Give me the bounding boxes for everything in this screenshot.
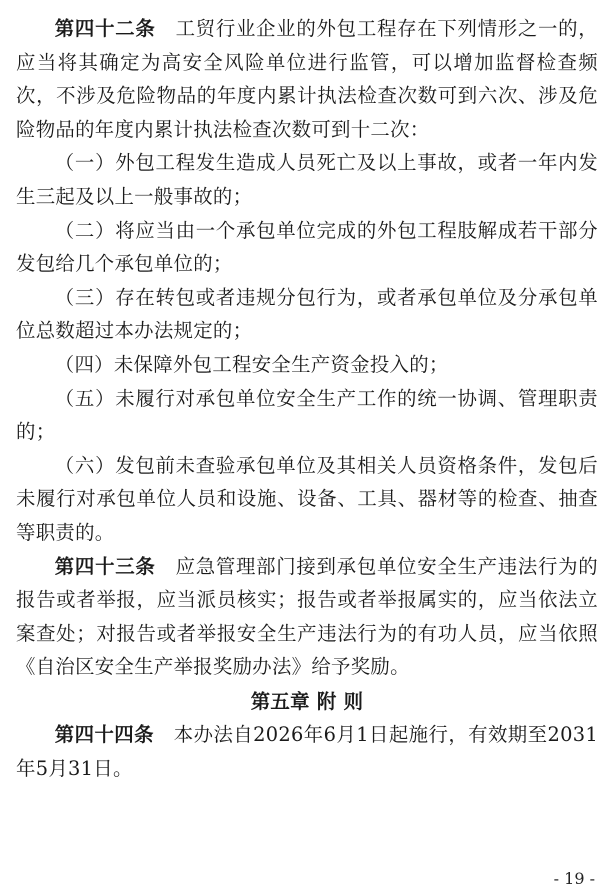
article-42-item-5: （五）未履行对承包单位安全生产工作的统一协调、管理职责的； <box>16 386 598 444</box>
article-44 <box>16 718 598 785</box>
article-42-title: 第四十二条 <box>54 17 156 40</box>
article-43 <box>16 550 598 684</box>
chapter-heading: 第五章 附 则 <box>250 689 364 713</box>
page-number: - 19 - <box>553 869 595 888</box>
article-42-item-2: （二）将应当由一个承包单位完成的外包工程肢解成若干部分发包给几个承包单位的； <box>16 218 598 276</box>
article-44-title: 第四十四条 <box>54 723 154 747</box>
article-44-body: 本办法自2026年6月1日起施行，有效期至2031年5月31日。 <box>16 723 599 781</box>
article-42-item-3: （三）存在转包或者违规分包行为，或者承包单位及分承包单位总数超过本办法规定的； <box>16 285 598 343</box>
article-42-item-1: （一）外包工程发生造成人员死亡及以上事故，或者一年内发生三起及以上一般事故的； <box>16 151 598 208</box>
article-42 <box>16 12 598 146</box>
article-43-body: 应急管理部门接到承包单位安全生产违法行为的报告或者举报，应当派员核实；报告或者举报属实的，应当依法立案查处；对报告或者举报安全生产违法行为的有功人员，应当依照《自治区安全生产举报奖励办法》给予奖励。 <box>16 554 598 679</box>
article-42-item-4: （四）未保障外包工程安全生产资金投入的； <box>54 352 449 376</box>
document-page <box>16 12 598 786</box>
article-43-title: 第四十三条 <box>54 554 156 578</box>
article-42-item-6: （六）发包前未查验承包单位及其相关人员资格条件，发包后未履行对承包单位人员和设施、设备、工具、器材等的检查、抽查等职责的。 <box>16 453 598 544</box>
article-42-body: 工贸行业企业的外包工程存在下列情形之一的，应当将其确定为高安全风险单位进行监管，可以增加监督检查频次，不涉及危险物品的年度内累计执法检查次数可到六次、涉及危险物品的年度内累计执法检查次数可到十二次： <box>16 17 598 141</box>
